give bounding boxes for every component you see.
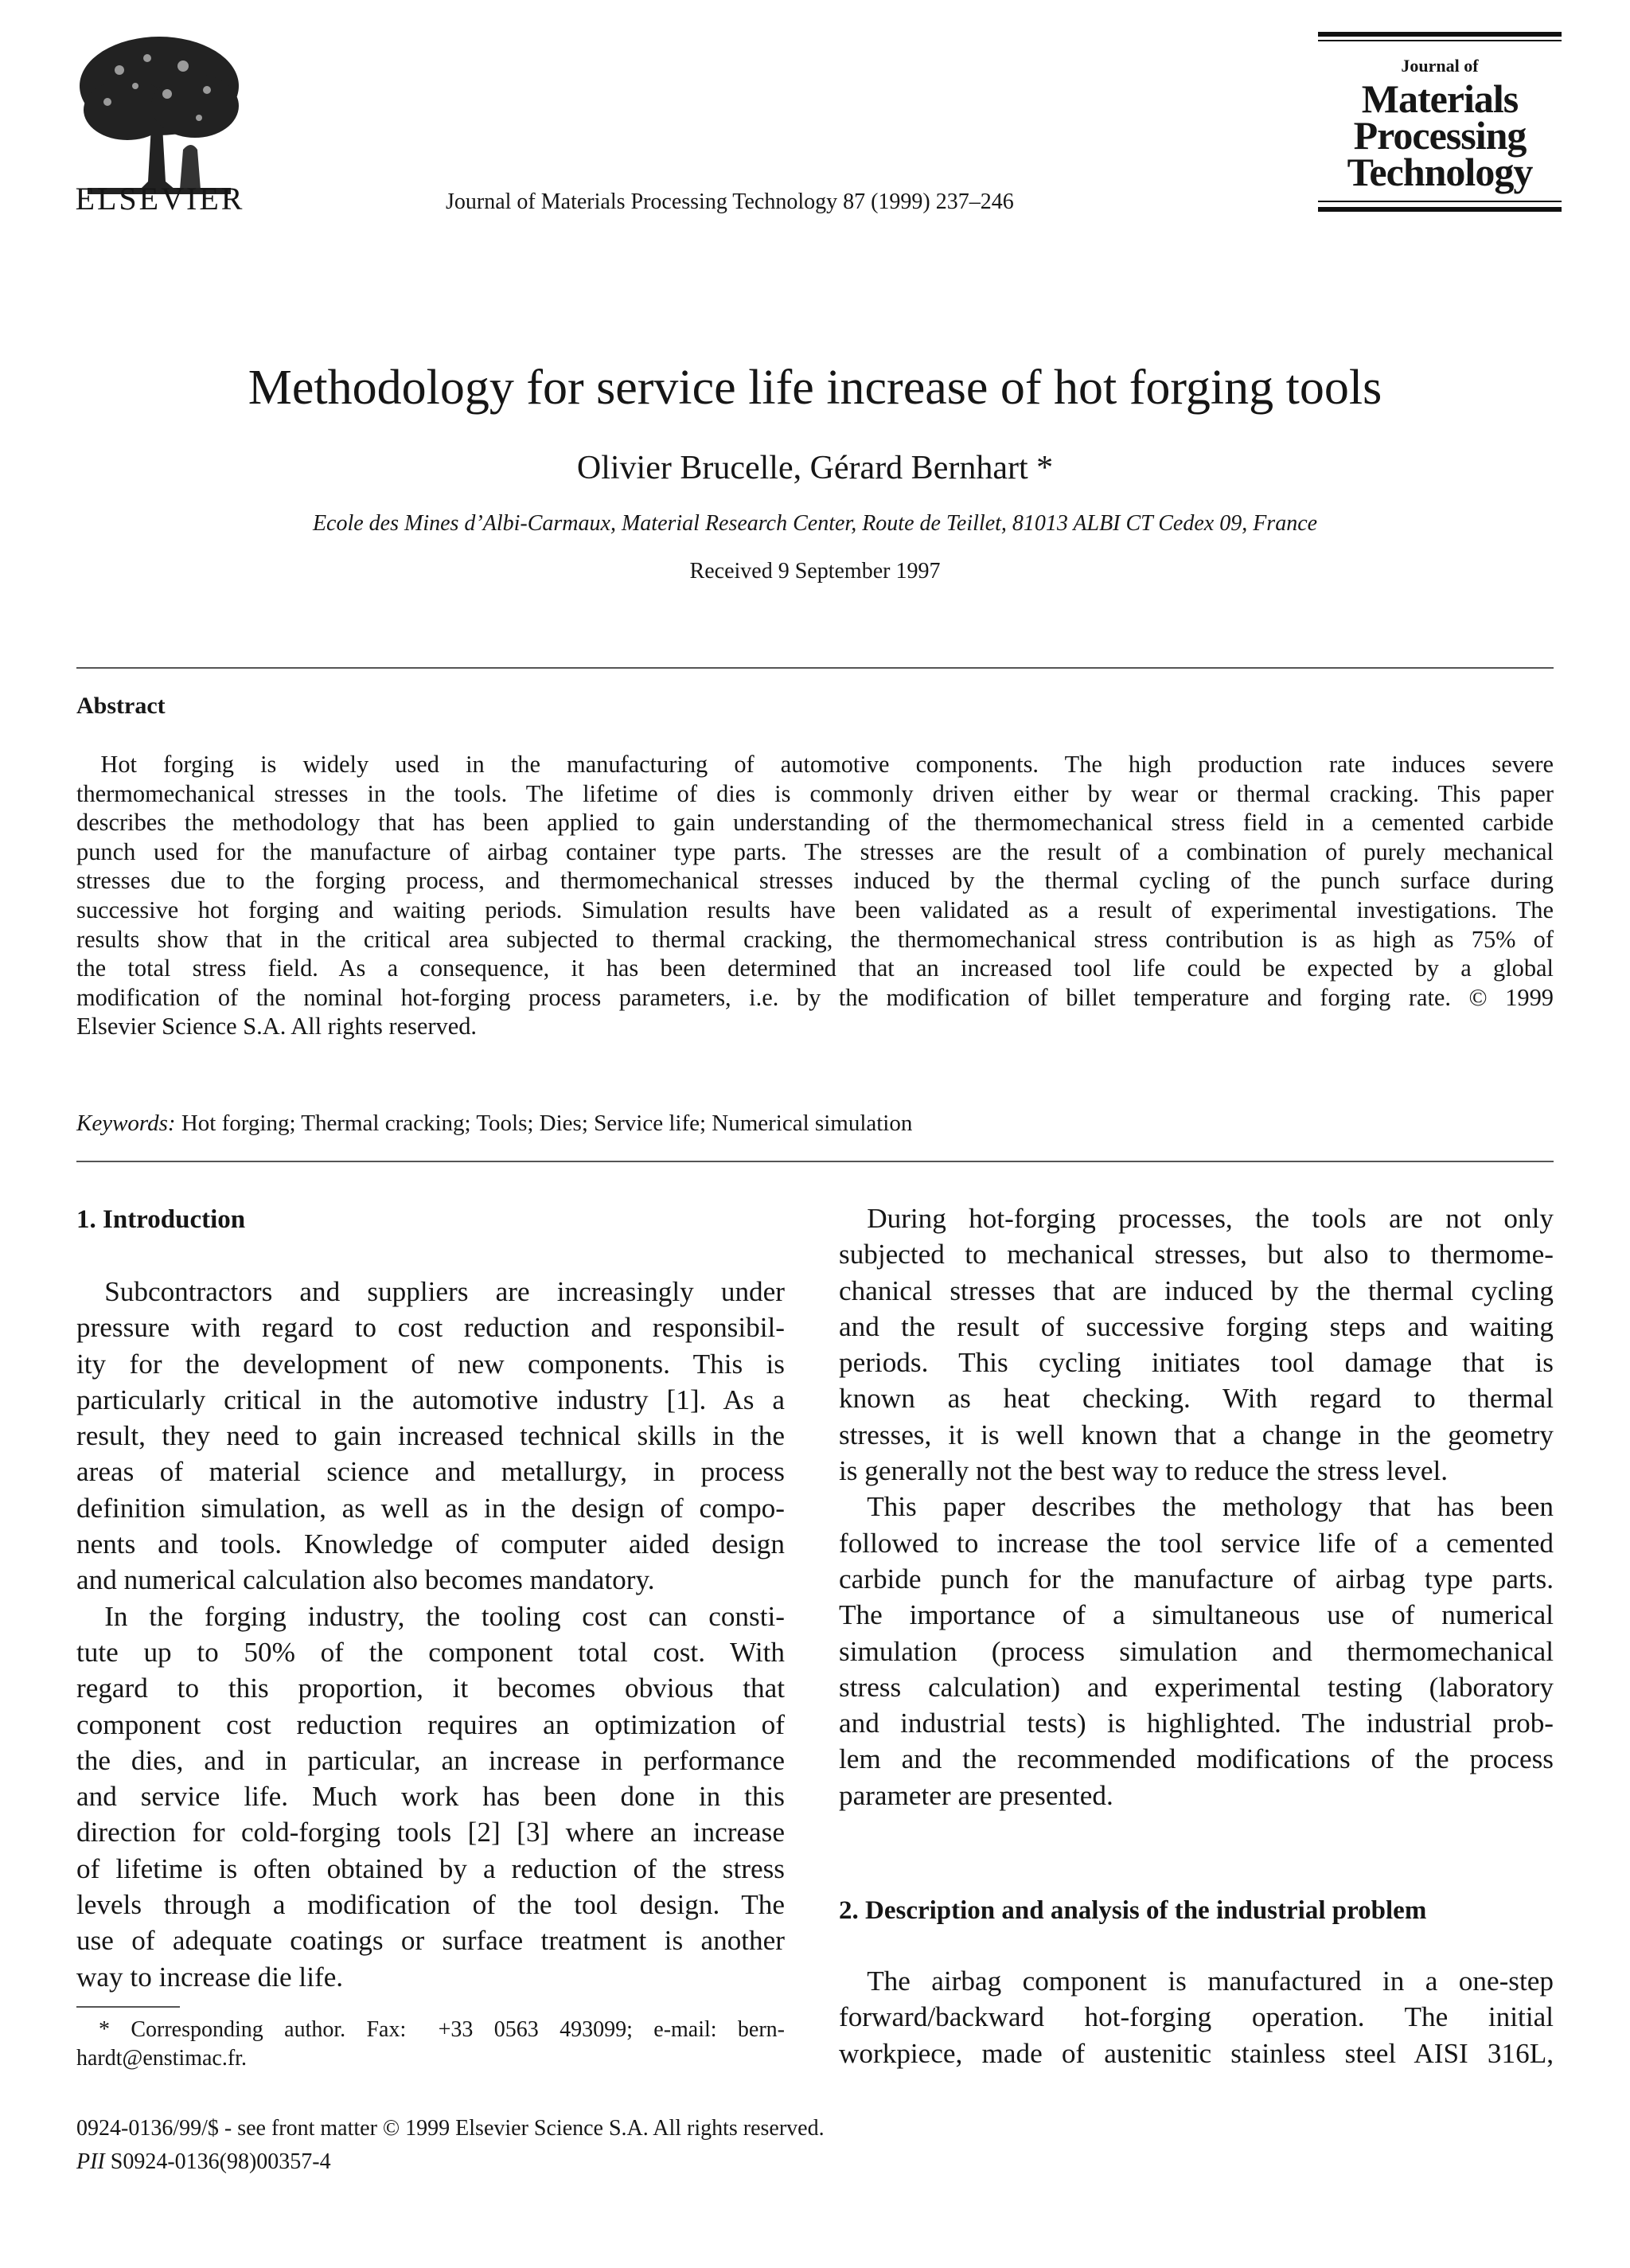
received-date: Received 9 September 1997	[689, 559, 941, 584]
abstract-line: results show that in the critical area subjected to thermal cracking, the thermomechanical stress contribution is as high as 75% of	[76, 925, 1554, 953]
text-line: periods. This cycling initiates tool damage that is	[839, 1347, 1554, 1379]
text-line: known as heat checking. With regard to thermal	[839, 1383, 1554, 1415]
abstract-line: stresses due to the forging process, and thermomechanical stresses induced by the thermal cycling of the punch surface during	[76, 867, 1554, 895]
footnote	[76, 2016, 785, 2073]
text-line: use of adequate coatings or surface treatment is another	[76, 1925, 785, 1957]
text-line: tute up to 50% of the component total cost. With	[76, 1636, 785, 1668]
journal-logo-line: Materials	[1361, 76, 1519, 121]
text-line: and numerical calculation also becomes mandatory.	[76, 1564, 655, 1596]
text-line: regard to this proportion, it becomes obvious that	[76, 1673, 785, 1704]
section-2-paragraph-1	[839, 1963, 1554, 2071]
text-line: component cost reduction requires an optimization of	[76, 1708, 785, 1740]
journal-citation: Journal of Materials Processing Technology 87 (1999) 237–246	[446, 189, 1014, 214]
text-line: chanical stresses that are induced by the thermal cycling	[839, 1275, 1554, 1306]
text-line: direction for cold-forging tools [2] [3] where an increase	[76, 1817, 785, 1848]
text-line: nents and tools. Knowledge of computer aided design	[76, 1528, 785, 1560]
authors: Olivier Brucelle, Gérard Bernhart *	[576, 450, 1054, 486]
section-1-heading: 1. Introduction	[76, 1205, 246, 1234]
text-line: simulation (process simulation and thermomechanical	[839, 1635, 1554, 1667]
abstract-line: the total stress field. As a consequence, it has been determined that an increased tool life could be expected by a global	[76, 954, 1554, 982]
footnote-rule	[76, 2006, 180, 2008]
text-line: the dies, and in particular, an increase in performance	[76, 1744, 785, 1776]
text-line: followed to increase the tool service life of a cemented	[839, 1527, 1554, 1559]
text-line: result, they need to gain increased technical skills in the	[76, 1420, 785, 1452]
front-matter: 0924-0136/99/$ - see front matter © 1999 Elsevier Science S.A. All rights reserved.	[76, 2116, 825, 2141]
journal-logo-line: Journal of	[1401, 56, 1479, 76]
text-line: levels through a modification of the tool design. The	[76, 1889, 785, 1921]
abstract-line: describes the methodology that has been applied to gain understanding of the thermomechanical stress field in a cemented carbide	[76, 809, 1554, 837]
text-line: is generally not the best way to reduce the stress level.	[839, 1455, 1449, 1487]
text-line: workpiece, made of austenitic stainless steel AISI 316L,	[839, 2037, 1554, 2069]
text-line: definition simulation, as well as in the design of compo-	[76, 1492, 785, 1524]
abstract-line: Hot forging is widely used in the manufacturing of automotive components. The high production rate induces severe	[76, 751, 1554, 778]
text-line: In the forging industry, the tooling cost can consti-	[76, 1600, 785, 1632]
text-line: carbide punch for the manufacture of airbag type parts.	[839, 1563, 1554, 1595]
abstract-heading: Abstract	[76, 693, 166, 719]
abstract-line: Elsevier Science S.A. All rights reserved.	[76, 1013, 478, 1040]
section-1-paragraph-1	[76, 1274, 785, 1995]
section-2-heading: 2. Description and analysis of the industrial problem	[839, 1896, 1427, 1925]
text-line: and the result of successive forging steps and waiting	[839, 1310, 1554, 1342]
abstract-line: successive hot forging and waiting periods. Simulation results have been validated as a result of experimental investigations. The	[76, 896, 1554, 923]
text-line: parameter are presented.	[839, 1779, 1113, 1811]
journal-logo-line: Processing	[1353, 113, 1527, 158]
text-line: of lifetime is often obtained by a reduction of the stress	[76, 1852, 785, 1884]
keywords	[76, 1111, 912, 1137]
abstract-line: punch used for the manufacture of airbag container type parts. The stresses are the result of a combination of purely mechanical	[76, 837, 1554, 865]
text-line: particularly critical in the automotive industry [1]. As a	[76, 1384, 785, 1415]
affiliation: Ecole des Mines d’Albi-Carmaux, Material Research Center, Route de Teillet, 81013 ALBI CT Cedex 09, France	[312, 511, 1318, 536]
abstract-line: thermomechanical stresses in the tools. The lifetime of dies is commonly driven either by wear or thermal cracking. This paper	[76, 779, 1554, 807]
text-line: stresses, it is well known that a change in the geometry	[839, 1419, 1554, 1450]
text-line: The airbag component is manufactured in a one-step	[839, 1965, 1554, 1997]
text-line: and service life. Much work has been done in this	[76, 1781, 785, 1813]
abstract-line: modification of the nominal hot-forging process parameters, i.e. by the modification of billet temperature and forging rate. © 1999	[76, 983, 1554, 1011]
divider	[76, 1161, 1554, 1162]
text-line: areas of material science and metallurgy, in process	[76, 1456, 785, 1488]
text-line: During hot-forging processes, the tools are not only	[839, 1203, 1554, 1234]
footnote-line: * Corresponding author. Fax: +33 0563 493099; e-mail: bern-	[76, 2017, 785, 2042]
pii-label: PII	[76, 2149, 105, 2174]
text-line: stress calculation) and experimental testing (laboratory	[839, 1671, 1554, 1703]
text-line: pressure with regard to cost reduction and responsibil-	[76, 1312, 785, 1344]
journal-logo	[1318, 32, 1562, 215]
text-line: Subcontractors and suppliers are increasingly under	[76, 1276, 785, 1307]
text-line: ity for the development of new components. This is	[76, 1348, 785, 1380]
pii-value: S0924-0136(98)00357-4	[110, 2149, 331, 2174]
journal-logo-line: Technology	[1347, 150, 1533, 194]
footnote-line: hardt@enstimac.fr.	[76, 2046, 247, 2071]
text-line: way to increase die life.	[76, 1961, 344, 1993]
text-line: This paper describes the methology that has been	[839, 1491, 1554, 1523]
keywords-label: Keywords:	[76, 1111, 176, 1136]
publisher-name: ELSEVIER	[75, 181, 245, 217]
text-line: and industrial tests) is highlighted. The industrial prob-	[839, 1708, 1554, 1739]
paper-title: Methodology for service life increase of hot forging tools	[248, 361, 1382, 415]
text-line: The importance of a simultaneous use of numerical	[839, 1599, 1554, 1631]
text-line: lem and the recommended modifications of the process	[839, 1743, 1554, 1775]
right-column-paragraphs	[839, 1200, 1554, 1813]
keywords-text: Hot forging; Thermal cracking; Tools; Dies; Service life; Numerical simulation	[181, 1111, 913, 1136]
divider	[76, 667, 1554, 669]
text-line: subjected to mechanical stresses, but also to thermome-	[839, 1239, 1554, 1271]
pii	[76, 2149, 331, 2175]
abstract-body	[76, 750, 1554, 1041]
text-line: forward/backward hot-forging operation. The initial	[839, 2001, 1554, 2033]
